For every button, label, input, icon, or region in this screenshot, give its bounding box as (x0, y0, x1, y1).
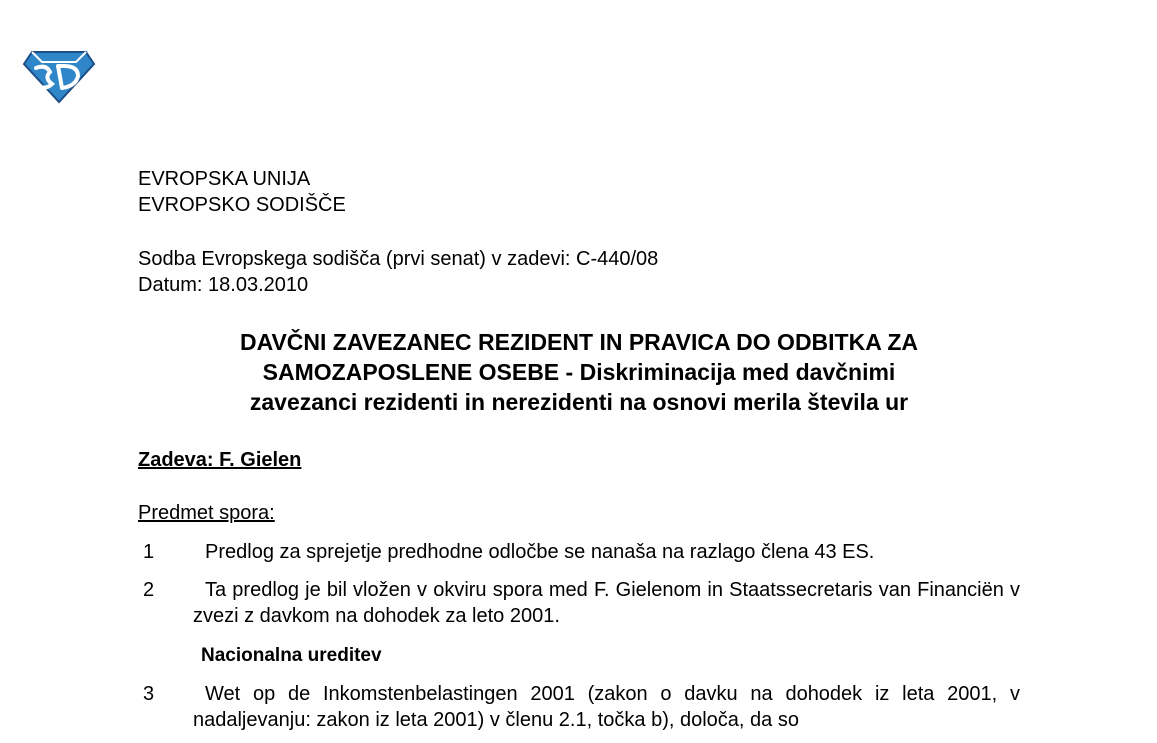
sd-logo (22, 48, 96, 104)
header-court: EVROPSKO SODIŠČE (138, 194, 346, 216)
title-line-3: zavezanci rezidenti in nerezidenti na osnovi merila števila ur (249, 389, 909, 415)
title-line-1: DAVČNI ZAVEZANEC REZIDENT IN PRAVICA DO ODBITKA ZA (239, 329, 919, 355)
paragraph-number: 1 (143, 541, 155, 563)
paragraph-text: Predlog za sprejetje predhodne odločbe se nanaša na razlago člena 43 ES. (205, 541, 875, 563)
paragraph-number: 3 (143, 683, 155, 705)
paragraph-number: 2 (143, 579, 155, 601)
document-title (138, 327, 1020, 417)
case-judgment: Sodba Evropskega sodišča (prvi senat) v zadevi: C-440/08 (138, 248, 659, 270)
case-date: Datum: 18.03.2010 (138, 274, 309, 296)
paragraph (138, 577, 1020, 629)
subject-heading: Zadeva: F. Gielen (138, 449, 302, 471)
section-heading: Nacionalna ureditev (201, 645, 382, 666)
paragraph-text: Ta predlog je bil vložen v okviru spora med F. Gielenom in Staatssecretaris van Financiën v zvezi z davkom na dohodek za leto 2001. (193, 579, 1020, 627)
title-line-2: SAMOZAPOSLENE OSEBE - Diskriminacija med davčnimi (262, 359, 896, 385)
paragraph (138, 681, 1020, 733)
header-eu: EVROPSKA UNIJA (138, 168, 311, 190)
subject-matter-label: Predmet spora: (138, 502, 275, 524)
paragraph (138, 539, 1020, 565)
paragraph-text: Wet op de Inkomstenbelastingen 2001 (zakon o davku na dohodek iz leta 2001, v nadaljevanju: zakon iz leta 2001) v členu 2.1, točka b), določa, da so (193, 683, 1020, 731)
